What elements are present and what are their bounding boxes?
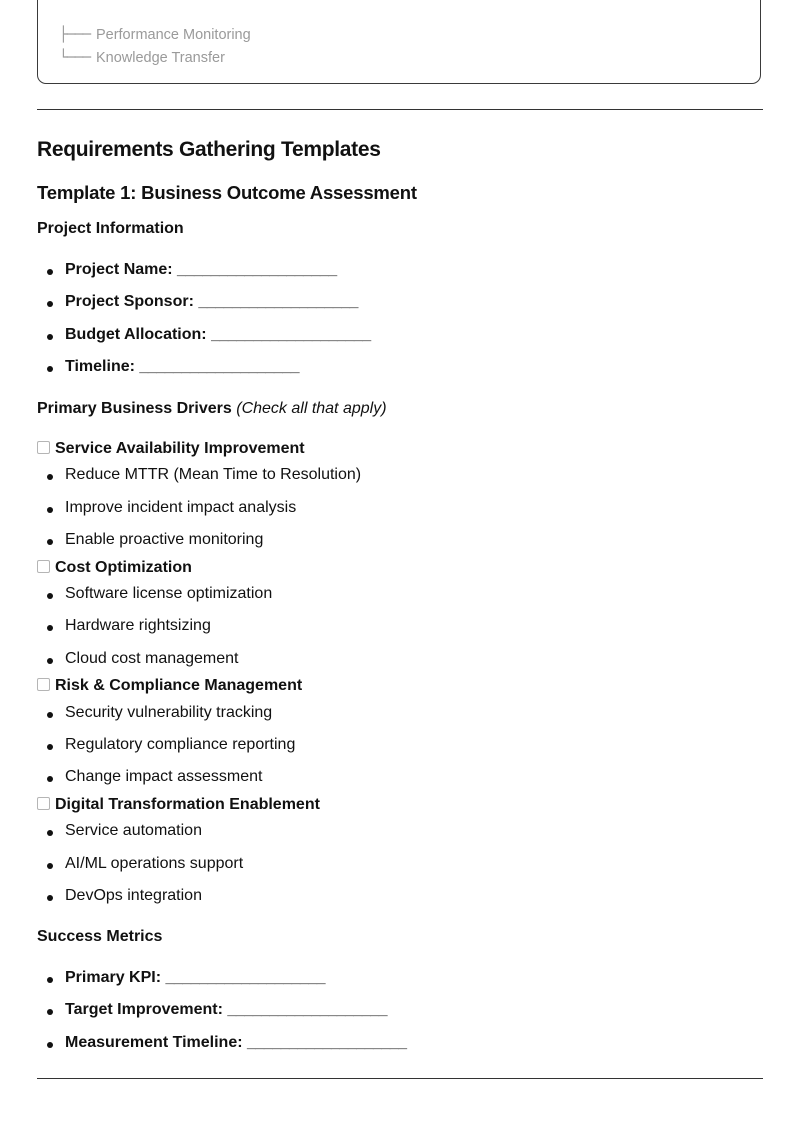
list-item: Cloud cost management: [65, 650, 239, 667]
list-item: AI/ML operations support: [65, 855, 244, 872]
tree-branch: └───: [59, 50, 90, 66]
checkbox[interactable]: [37, 560, 50, 573]
list-item: Service automation: [65, 822, 202, 839]
divider: [37, 1078, 763, 1079]
list-item: Software license optimization: [65, 585, 273, 602]
drivers-heading: [37, 400, 387, 418]
tree-label: Performance Monitoring: [95, 27, 251, 43]
checkbox[interactable]: [37, 797, 50, 810]
list-item: [65, 1034, 407, 1052]
tree-label: Knowledge Transfer: [95, 50, 225, 66]
list-item: Hardware rightsizing: [65, 617, 211, 634]
driver-group-title: Digital Transformation Enablement: [55, 796, 320, 813]
list-item: Change impact assessment: [65, 768, 263, 785]
field-label: Primary KPI:: [65, 969, 162, 986]
driver-group-title: Service Availability Improvement: [55, 440, 305, 457]
driver-group-title: Risk & Compliance Management: [55, 677, 303, 694]
list-item: [65, 261, 337, 279]
list-item: Reduce MTTR (Mean Time to Resolution): [65, 466, 362, 483]
code-block: [37, 0, 761, 84]
field-label: Project Sponsor:: [65, 293, 194, 310]
list-item: [65, 969, 325, 987]
checkbox[interactable]: [37, 678, 50, 691]
list-item: [65, 1001, 387, 1019]
field-label: Project Name:: [65, 261, 173, 278]
fill-in-blank: ___________________: [139, 358, 299, 375]
driver-group-risk-compliance[interactable]: [37, 677, 302, 695]
driver-group-cost-optimization[interactable]: [37, 559, 192, 577]
list-item: Regulatory compliance reporting: [65, 736, 296, 753]
tree-branch: ├───: [59, 27, 90, 43]
list-item: [65, 358, 299, 376]
driver-group-title: Cost Optimization: [55, 559, 192, 576]
list-item: Enable proactive monitoring: [65, 531, 264, 548]
success-metrics-heading: Success Metrics: [37, 928, 163, 945]
list-item: [65, 293, 358, 311]
list-item: Improve incident impact analysis: [65, 499, 297, 516]
drivers-note: (Check all that apply): [236, 400, 387, 417]
fill-in-blank: ___________________: [177, 261, 337, 278]
divider: [37, 109, 763, 110]
field-label: Timeline:: [65, 358, 135, 375]
fill-in-blank: ___________________: [165, 969, 326, 986]
section-title: Requirements Gathering Templates: [37, 138, 381, 161]
driver-group-digital-transformation[interactable]: [37, 796, 320, 814]
field-label: Measurement Timeline:: [65, 1034, 243, 1051]
fill-in-blank: ___________________: [198, 293, 358, 310]
template-title: Template 1: Business Outcome Assessment: [37, 182, 417, 203]
field-label: Budget Allocation:: [65, 326, 207, 343]
fill-in-blank: ___________________: [227, 1001, 387, 1018]
tree-line: [59, 50, 225, 66]
checkbox[interactable]: [37, 441, 50, 454]
field-label: Target Improvement:: [65, 1001, 223, 1018]
fill-in-blank: ___________________: [247, 1034, 407, 1051]
tree-line: [59, 27, 251, 43]
project-info-heading: Project Information: [37, 220, 184, 237]
list-item: Security vulnerability tracking: [65, 704, 273, 721]
list-item: [65, 326, 371, 344]
drivers-heading-text: Primary Business Drivers: [37, 400, 232, 417]
driver-group-service-availability[interactable]: [37, 440, 305, 458]
list-item: DevOps integration: [65, 887, 202, 904]
fill-in-blank: ___________________: [211, 326, 371, 343]
